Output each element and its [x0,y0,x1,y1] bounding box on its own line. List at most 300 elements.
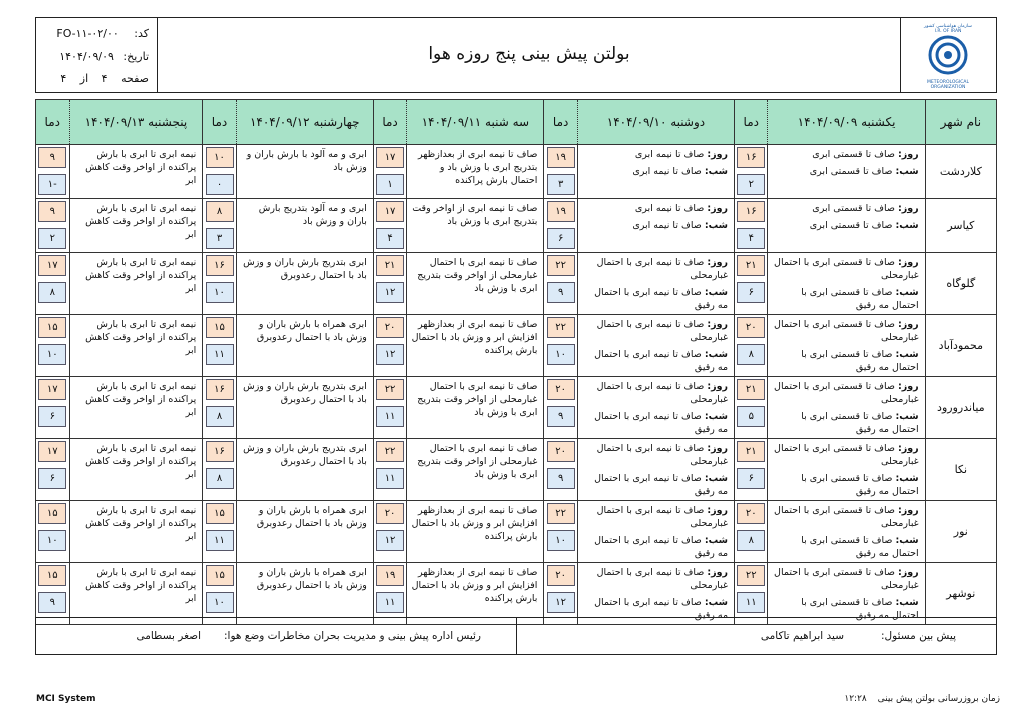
night-text: صاف تا قسمتی ابری با احتمال مه رقیق [801,287,919,311]
max-temp: ۱۵ [206,565,234,586]
min-temp: ۱۱ [376,592,404,613]
update-label: زمان بروزرسانی بولتن پیش بینی [877,694,1000,704]
forecast-description [577,145,734,199]
forecast-description [577,501,734,563]
forecast-description [577,439,734,501]
forecast-text: صاف تا نیمه ابری از بعدازظهر افزایش ابر و وزش باد با احتمال بارش پراکنده [411,505,538,542]
forecast-rows [36,145,997,625]
night-text: صاف تا نیمه ابری با احتمال مه رقیق [594,473,729,497]
min-temp: ۰ [206,174,234,195]
forecast-description [69,439,203,501]
forecast-description [407,377,544,439]
min-temp: ۶ [38,406,66,427]
logo-text-2: I.R. OF IRAN [934,29,962,34]
max-temp: ۲۱ [737,255,765,276]
forecast-description [768,377,925,439]
forecast-description [69,199,203,253]
forecast-description [407,253,544,315]
max-temp: ۲۰ [547,379,575,400]
forecast-description [577,377,734,439]
forecast-description [236,253,373,315]
night-text: صاف تا قسمتی ابری با احتمال مه رقیق [801,473,919,497]
day-forecast [772,566,918,592]
min-temp: ۱۰ [206,282,234,303]
forecast-text: صاف تا نیمه ابری از بعدازظهر بتدریج ابری با وزش باد و احتمال بارش پراکنده [418,149,538,186]
date-line [59,50,149,63]
night-forecast [582,165,728,178]
night-text: صاف تا قسمتی ابری با احتمال مه رقیق [801,349,919,373]
max-temp: ۱۶ [206,441,234,462]
temperature-cell [203,563,236,625]
day-text: صاف تا نیمه ابری با احتمال غبارمحلی [596,319,729,343]
night-label: شب: [704,349,729,360]
forecast-text: صاف تا نیمه ابری از اواخر وقت بتدریج ابری با وزش باد [412,203,538,227]
day-column-header: چهارشنبه ۱۴۰۴/۰۹/۱۲ [236,100,373,145]
temperature-cell [36,377,70,439]
max-temp: ۸ [206,201,234,222]
night-forecast [772,472,918,498]
forecast-description [768,501,925,563]
day-label: روز: [707,505,729,516]
min-temp: ۸ [206,468,234,489]
day-label: روز: [707,257,729,268]
forecast-description [768,199,925,253]
temperature-cell [373,315,406,377]
night-forecast [772,219,918,232]
night-label: شب: [704,220,729,231]
temp-column-header: دما [203,100,236,145]
temperature-cell [36,199,70,253]
min-temp: ۵ [737,406,765,427]
day-text: صاف تا قسمتی ابری [812,203,895,214]
city-name: میاندرورود [925,377,996,439]
table-row [36,253,997,315]
min-temp: ۱۱ [206,344,234,365]
table-row [36,563,997,625]
city-name: گلوگاه [925,253,996,315]
min-temp: -۱ [38,174,66,195]
temperature-cell [36,563,70,625]
max-temp: ۱۵ [38,565,66,586]
forecast-text: نیمه ابری تا ابری با بارش پراکنده از اواخر وقت کاهش ابر [85,505,197,542]
temperature-cell [373,145,406,199]
forecast-description [577,253,734,315]
min-temp: ۱ [376,174,404,195]
forecast-description [768,315,925,377]
temperature-cell [735,199,768,253]
forecast-text: ابری بتدریج بارش باران و وزش باد با احتمال رعدوبرق [243,257,367,281]
night-label: شب: [895,349,919,360]
day-column-header: یکشنبه ۱۴۰۴/۰۹/۰۹ [768,100,925,145]
forecast-description [577,563,734,625]
max-temp: ۲۲ [737,565,765,586]
night-label: شب: [704,535,729,546]
forecast-text: ابری همراه با بارش باران و وزش باد با احتمال رعدوبرق [256,319,367,343]
temperature-cell [544,145,577,199]
temperature-cell [544,377,577,439]
day-text: صاف تا قسمتی ابری با احتمال غبارمحلی [774,381,919,405]
min-temp: ۱۰ [547,530,575,551]
min-temp: ۹ [38,592,66,613]
forecast-text: نیمه ابری تا ابری با بارش پراکنده از اواخر وقت کاهش ابر [85,381,197,418]
forecast-text: صاف تا نیمه ابری با احتمال غبارمحلی از اواخر وقت بتدریج ابری با وزش باد [417,257,538,294]
night-text: صاف تا نیمه ابری با احتمال مه رقیق [594,349,729,373]
forecast-description [407,439,544,501]
temperature-cell [735,563,768,625]
city-name: نکا [925,439,996,501]
max-temp: ۱۷ [38,441,66,462]
forecast-text: نیمه ابری تا ابری با بارش پراکنده از اواخر وقت کاهش ابر [85,257,197,294]
day-text: صاف تا نیمه ابری [634,149,705,160]
max-temp: ۲۱ [737,441,765,462]
max-temp: ۱۹ [547,201,575,222]
temp-column-header: دما [373,100,406,145]
temperature-cell [735,315,768,377]
forecast-text: ابری و مه آلود با بارش باران و وزش باد [246,149,367,173]
day-label: روز: [898,319,919,330]
forecast-description [407,501,544,563]
day-text: صاف تا قسمتی ابری [812,149,895,160]
day-forecast [772,148,918,161]
forecast-text: نیمه ابری تا ابری با بارش پراکنده از اواخر وقت کاهش ابر [85,149,197,186]
forecast-text: ابری و مه آلود بتدریج بارش باران و وزش باد [258,203,367,227]
update-time-line [844,694,1000,704]
night-label: شب: [704,166,729,177]
forecast-table [35,99,997,625]
night-forecast [582,410,728,436]
forecast-description [768,563,925,625]
min-temp: ۱۲ [547,592,575,613]
page-line [60,72,149,85]
temperature-cell [544,199,577,253]
temperature-cell [203,315,236,377]
day-text: صاف تا قسمتی ابری با احتمال غبارمحلی [774,567,919,591]
day-text: صاف تا قسمتی ابری با احتمال غبارمحلی [774,443,919,467]
table-row [36,439,997,501]
max-temp: ۲۰ [737,503,765,524]
temperature-cell [373,253,406,315]
day-label: روز: [707,443,729,454]
day-forecast [772,256,918,282]
day-forecast [772,318,918,344]
night-forecast [582,534,728,560]
forecast-description [768,253,925,315]
max-temp: ۱۶ [206,255,234,276]
update-time: ۱۲:۲۸ [844,694,867,704]
forecast-description [236,439,373,501]
temperature-cell [36,145,70,199]
night-label: شب: [704,411,729,422]
day-text: صاف تا نیمه ابری [634,203,705,214]
max-temp: ۲۲ [547,255,575,276]
forecast-description [407,145,544,199]
logo-cell [900,18,996,92]
temperature-cell [735,253,768,315]
day-label: روز: [898,381,919,392]
night-forecast [772,165,918,178]
date-label: تاریخ: [123,50,149,63]
temperature-cell [203,439,236,501]
head-section [36,618,516,654]
min-temp: ۶ [38,468,66,489]
night-forecast [772,534,918,560]
forecast-text: صاف تا نیمه ابری از بعدازظهر افزایش ابر و وزش باد با احتمال بارش پراکنده [411,319,538,356]
forecast-description [768,145,925,199]
max-temp: ۹ [38,147,66,168]
forecast-description [69,145,203,199]
min-temp: ۸ [737,344,765,365]
min-temp: ۸ [38,282,66,303]
day-forecast [582,318,728,344]
organization-logo [901,18,995,92]
temperature-cell [735,145,768,199]
min-temp: ۸ [737,530,765,551]
night-text: صاف تا نیمه ابری با احتمال مه رقیق [594,411,729,435]
head-label: رئیس اداره پیش بینی و مدیریت بحران مخاطرات وضع هوا: [224,630,481,642]
night-label: شب: [895,597,919,608]
temperature-cell [373,501,406,563]
forecast-description [69,501,203,563]
temperature-cell [373,377,406,439]
temperature-cell [36,315,70,377]
day-text: صاف تا نیمه ابری با احتمال غبارمحلی [596,505,729,529]
temperature-cell [735,377,768,439]
temperature-cell [735,439,768,501]
max-temp: ۲۰ [547,441,575,462]
day-forecast [582,380,728,406]
night-text: صاف تا نیمه ابری [632,166,702,177]
night-text: صاف تا نیمه ابری با احتمال مه رقیق [594,535,729,559]
min-temp: ۲ [737,174,765,195]
min-temp: ۹ [547,282,575,303]
night-forecast [772,348,918,374]
max-temp: ۱۷ [38,379,66,400]
max-temp: ۱۵ [206,317,234,338]
day-forecast [582,202,728,215]
day-label: روز: [707,203,729,214]
forecast-description [69,563,203,625]
day-label: روز: [898,567,919,578]
min-temp: ۶ [737,282,765,303]
head-name: اصغر بسطامی [136,630,201,642]
night-forecast [772,410,918,436]
page-label: صفحه [121,72,149,85]
max-temp: ۱۷ [38,255,66,276]
min-temp: ۱۲ [376,282,404,303]
day-text: صاف تا نیمه ابری با احتمال غبارمحلی [596,443,729,467]
max-temp: ۲۰ [547,565,575,586]
max-temp: ۲۰ [737,317,765,338]
city-name: کلاردشت [925,145,996,199]
night-label: شب: [704,287,729,298]
min-temp: ۲ [38,228,66,249]
forecast-description [236,199,373,253]
night-forecast [582,286,728,312]
temperature-cell [203,501,236,563]
day-forecast [582,148,728,161]
night-forecast [582,472,728,498]
date-value: ۱۴۰۴/۰۹/۰۹ [59,50,114,63]
max-temp: ۲۲ [547,317,575,338]
forecast-description [236,501,373,563]
max-temp: ۲۰ [376,317,404,338]
temp-column-header: دما [36,100,70,145]
max-temp: ۱۰ [206,147,234,168]
day-column-header: پنجشنبه ۱۴۰۴/۰۹/۱۳ [69,100,203,145]
min-temp: ۹ [547,406,575,427]
forecaster-name: سید ابراهیم تاکامی [760,630,844,642]
temperature-cell [203,199,236,253]
logo-text-3: METEOROLOGICAL [927,80,969,85]
document-info [36,18,158,92]
night-text: صاف تا قسمتی ابری [809,166,893,177]
max-temp: ۱۵ [38,503,66,524]
max-temp: ۱۹ [547,147,575,168]
day-label: روز: [707,149,729,160]
night-forecast [582,348,728,374]
day-label: روز: [898,149,919,160]
table-row [36,145,997,199]
max-temp: ۲۰ [376,503,404,524]
forecast-description [236,145,373,199]
forecast-description [69,253,203,315]
max-temp: ۱۶ [206,379,234,400]
temperature-cell [373,563,406,625]
night-label: شب: [895,411,919,422]
signature-footer [35,617,997,655]
max-temp: ۲۲ [376,379,404,400]
temp-column-header: دما [735,100,768,145]
temperature-cell [544,315,577,377]
code-label: کد: [134,27,149,40]
temperature-cell [544,501,577,563]
day-column-header: دوشنبه ۱۴۰۴/۰۹/۱۰ [577,100,734,145]
forecast-text: ابری بتدریج بارش باران و وزش باد با احتمال رعدوبرق [243,381,367,405]
day-forecast [582,256,728,282]
city-name: محمودآباد [925,315,996,377]
day-label: روز: [898,443,919,454]
day-column-header: سه شنبه ۱۴۰۴/۰۹/۱۱ [407,100,544,145]
max-temp: ۹ [38,201,66,222]
day-text: صاف تا قسمتی ابری با احتمال غبارمحلی [774,505,919,529]
forecast-description [236,377,373,439]
night-text: صاف تا نیمه ابری [632,220,702,231]
city-name: نور [925,501,996,563]
day-forecast [582,442,728,468]
day-forecast [772,504,918,530]
forecast-description [407,315,544,377]
min-temp: ۱۰ [206,592,234,613]
forecast-text: ابری همراه با بارش باران و وزش باد با احتمال رعدوبرق [256,567,367,591]
forecast-description [236,563,373,625]
night-text: صاف تا قسمتی ابری با احتمال مه رقیق [801,535,919,559]
min-temp: ۱۱ [737,592,765,613]
temperature-cell [36,253,70,315]
night-text: صاف تا قسمتی ابری با احتمال مه رقیق [801,411,919,435]
forecast-description [236,315,373,377]
page-total: ۴ [60,72,67,85]
day-label: روز: [707,319,729,330]
day-forecast [772,380,918,406]
day-text: صاف تا نیمه ابری با احتمال غبارمحلی [596,567,729,591]
table-row [36,315,997,377]
min-temp: ۳ [547,174,575,195]
night-forecast [582,219,728,232]
min-temp: ۱۰ [38,530,66,551]
max-temp: ۱۶ [737,201,765,222]
page-title: بولتن پیش بینی پنج روزه هوا [428,44,630,64]
day-label: روز: [898,257,919,268]
min-temp: ۴ [737,228,765,249]
code-line [56,27,149,40]
temperature-cell [203,145,236,199]
day-text: صاف تا قسمتی ابری با احتمال غبارمحلی [774,319,919,343]
table-header-row [36,100,997,145]
page-number: ۴ [101,72,108,85]
day-text: صاف تا قسمتی ابری با احتمال غبارمحلی [774,257,919,281]
forecast-description [69,377,203,439]
forecast-text: نیمه ابری تا ابری با بارش پراکنده از اواخر وقت کاهش ابر [85,319,197,356]
max-temp: ۲۱ [737,379,765,400]
day-label: روز: [898,203,919,214]
forecast-text: نیمه ابری تا ابری با بارش پراکنده از اواخر وقت کاهش ابر [85,443,197,480]
temperature-cell [36,501,70,563]
table-row [36,199,997,253]
max-temp: ۱۹ [376,565,404,586]
min-temp: ۱۱ [206,530,234,551]
temp-column-header: دما [544,100,577,145]
temperature-cell [544,563,577,625]
min-temp: ۶ [737,468,765,489]
forecaster-section [516,618,996,654]
forecast-description [407,563,544,625]
night-text: صاف تا نیمه ابری با احتمال مه رقیق [594,287,729,311]
night-text: صاف تا قسمتی ابری با احتمال مه رقیق [801,597,919,621]
forecast-description [577,199,734,253]
max-temp: ۱۵ [38,317,66,338]
night-label: شب: [704,597,729,608]
min-temp: ۱۱ [376,468,404,489]
temperature-cell [735,501,768,563]
temperature-cell [373,199,406,253]
max-temp: ۱۷ [376,201,404,222]
day-forecast [772,202,918,215]
max-temp: ۱۶ [737,147,765,168]
night-label: شب: [895,535,919,546]
forecast-description [69,315,203,377]
night-label: شب: [895,287,919,298]
day-forecast [772,442,918,468]
forecaster-label: پیش بین مسئول: [881,630,956,642]
city-name: کیاسر [925,199,996,253]
forecast-text: نیمه ابری تا ابری با بارش پراکنده از اواخر وقت کاهش ابر [85,203,197,240]
min-temp: ۴ [376,228,404,249]
max-temp: ۱۵ [206,503,234,524]
night-label: شب: [895,166,919,177]
day-forecast [582,566,728,592]
temperature-cell [203,253,236,315]
temperature-cell [203,377,236,439]
day-label: روز: [707,567,729,578]
forecast-description [768,439,925,501]
day-text: صاف تا نیمه ابری با احتمال غبارمحلی [596,381,729,405]
day-forecast [582,504,728,530]
logo-text-4: ORGANIZATION [930,85,966,90]
forecast-description [577,315,734,377]
day-label: روز: [707,381,729,392]
day-text: صاف تا نیمه ابری با احتمال غبارمحلی [596,257,729,281]
city-column-header: نام شهر [925,100,996,145]
